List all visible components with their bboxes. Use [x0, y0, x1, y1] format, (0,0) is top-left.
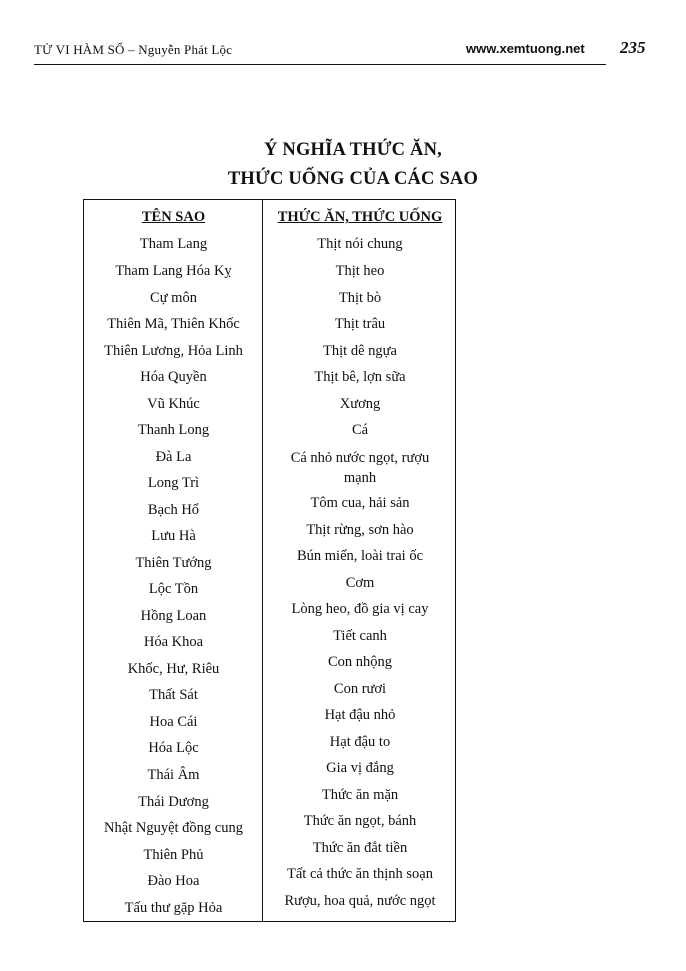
- food-cell: Thịt trâu: [334, 316, 386, 332]
- food-cell: Cơm: [345, 575, 375, 591]
- star-name-cell: Đà La: [155, 449, 192, 465]
- food-cell: Tất cả thức ăn thịnh soạn: [287, 866, 433, 882]
- header-divider: [34, 64, 606, 65]
- star-name-cell: Thất Sát: [149, 687, 198, 703]
- food-cell: Thịt dê ngựa: [323, 343, 397, 359]
- food-cell: Thức ăn ngọt, bánh: [303, 813, 417, 829]
- star-name-cell: Lộc Tồn: [148, 581, 199, 597]
- star-name-cell: Hoa Cái: [149, 714, 198, 730]
- website-url: www.xemtuong.net: [466, 41, 585, 56]
- book-title: TỬ VI HÀM SỐ – Nguyễn Phát Lộc: [34, 42, 233, 57]
- star-name-cell: Nhật Nguyệt đồng cung: [104, 820, 243, 836]
- food-cell: Hạt đậu to: [329, 734, 391, 750]
- star-name-cell: Hóa Khoa: [143, 634, 204, 650]
- star-name-cell: Thái Dương: [138, 794, 209, 810]
- column-header-star: TÊN SAO: [141, 209, 206, 225]
- star-name-cell: Tham Lang Hóa Kỵ: [115, 263, 232, 279]
- food-cell: Hạt đậu nhỏ: [324, 707, 396, 723]
- food-cell: Con rươi: [333, 681, 387, 697]
- star-name-cell: Tham Lang: [139, 236, 208, 252]
- food-cell: Bún miến, loài trai ốc: [296, 548, 424, 564]
- star-name-cell: Hóa Lộc: [148, 740, 199, 756]
- food-cell: Cá nhỏ nước ngọt, rượu mạnh: [290, 450, 430, 486]
- food-cell: Thức ăn mặn: [321, 787, 399, 803]
- food-cell: Tôm cua, hải sản: [310, 495, 410, 511]
- page-title-line2: THỨC UỐNG CỦA CÁC SAO: [227, 169, 479, 189]
- star-name-cell: Đào Hoa: [147, 873, 200, 889]
- column-header-food: THỨC ĂN, THỨC UỐNG: [277, 209, 443, 225]
- food-cell: Thịt bê, lợn sữa: [314, 369, 406, 385]
- food-cell: Rượu, hoa quả, nước ngọt: [284, 893, 436, 909]
- star-name-cell: Bạch Hổ: [147, 502, 200, 518]
- food-cell: Thức ăn đắt tiền: [312, 840, 408, 856]
- star-name-cell: Thiên Mã, Thiên Khốc: [107, 316, 240, 332]
- star-name-cell: Thái Âm: [147, 767, 200, 783]
- star-name-cell: Thiên Lương, Hỏa Linh: [104, 343, 243, 359]
- food-cell: Gia vị đắng: [326, 760, 394, 776]
- star-name-cell: Lưu Hà: [151, 528, 196, 544]
- food-cell: Lòng heo, đồ gia vị cay: [291, 601, 429, 617]
- star-name-cell: Tấu thư gặp Hỏa: [124, 900, 223, 916]
- star-name-cell: Khốc, Hư, Riêu: [127, 661, 220, 677]
- food-cell: Xương: [339, 396, 381, 412]
- star-name-cell: Thiên Phủ: [143, 847, 204, 863]
- page-number: 235: [620, 38, 646, 57]
- food-cell: Thịt heo: [335, 263, 385, 279]
- page-title-line1: Ý NGHĨA THỨC ĂN,: [264, 140, 442, 160]
- food-cell: Con nhộng: [327, 654, 393, 670]
- star-name-cell: Thiên Tướng: [135, 555, 212, 571]
- food-cell: Thịt nói chung: [317, 236, 403, 252]
- star-name-cell: Vũ Khúc: [147, 396, 200, 412]
- star-name-cell: Hóa Quyền: [140, 369, 207, 385]
- star-name-cell: Long Trì: [147, 475, 200, 491]
- table-column-divider: [262, 199, 263, 922]
- food-cell: Tiết canh: [333, 628, 387, 644]
- star-name-cell: Hồng Loan: [140, 608, 207, 624]
- star-name-cell: Cự môn: [150, 290, 197, 306]
- star-name-cell: Thanh Long: [137, 422, 210, 438]
- food-cell: Thịt bò: [338, 290, 382, 306]
- food-cell: Thịt rừng, sơn hào: [306, 522, 414, 538]
- food-cell: Cá: [351, 422, 369, 438]
